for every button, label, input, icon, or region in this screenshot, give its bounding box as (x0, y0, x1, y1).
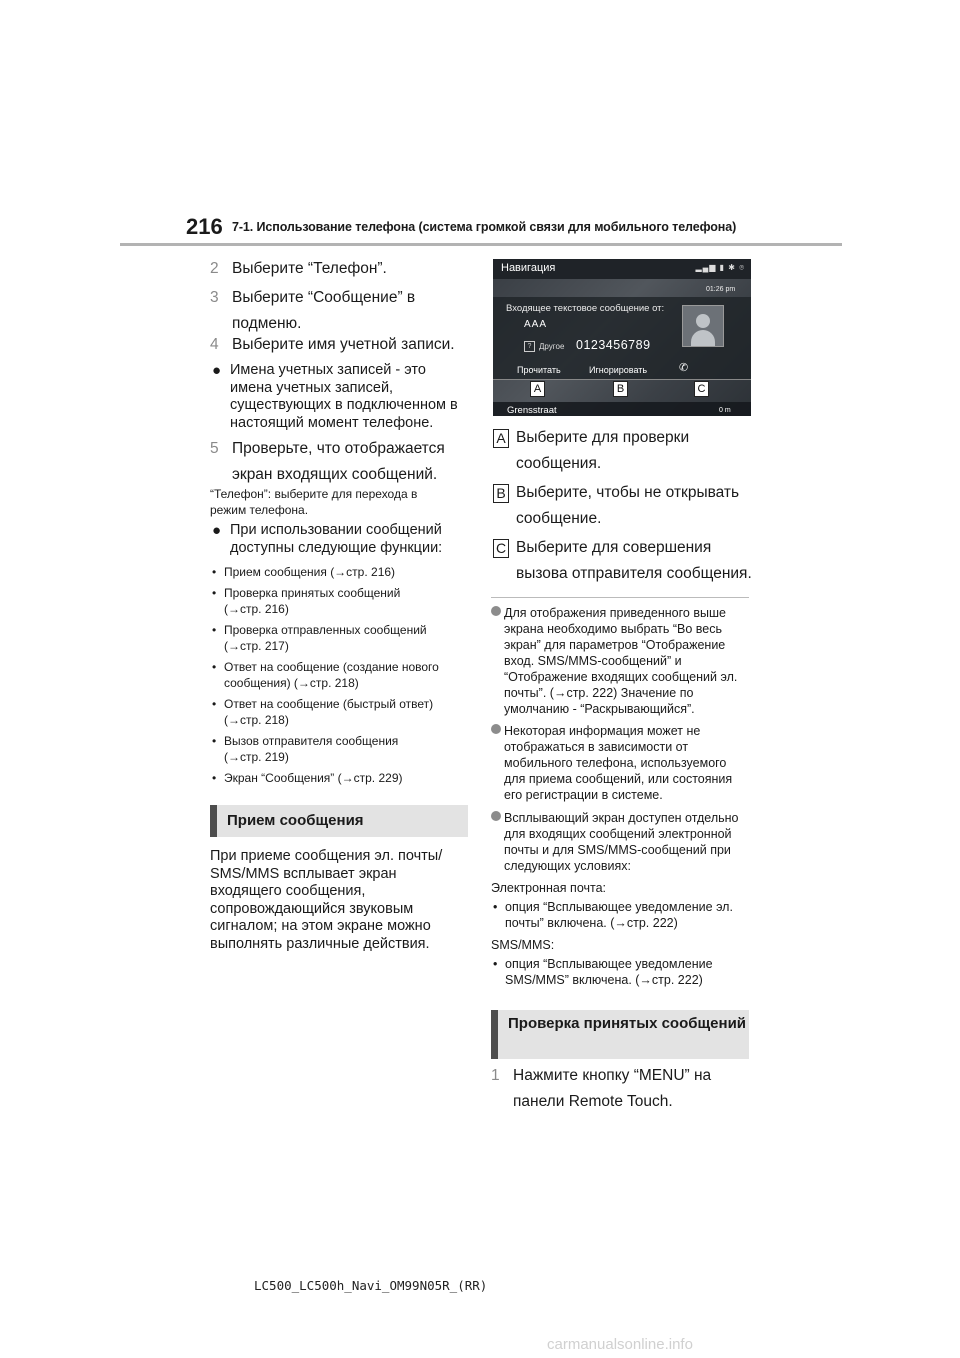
incoming-label: Входящее текстовое сообщение от: (506, 303, 665, 314)
read-button[interactable]: Прочитать (517, 365, 561, 375)
email-condition: • опция “Всплывающее уведомление эл. почты” включена. (→стр. 222) (493, 900, 733, 930)
step-2: 2 Выберите “Телефон”. (210, 260, 387, 277)
phone-number: 0123456789 (576, 338, 651, 352)
screen-title: Навигация (501, 262, 556, 274)
screen-time: 01:26 pm (706, 286, 736, 293)
sender-name: AAA (524, 319, 548, 330)
sms-condition: • опция “Всплывающее уведомление SMS/MMS” включена. (→стр. 222) (493, 957, 713, 987)
badge-b: B (493, 484, 509, 503)
document-code: LC500_LC500h_Navi_OM99N05R_(RR) (254, 1278, 488, 1293)
contact-avatar-icon (682, 305, 724, 347)
call-icon[interactable]: ✆ (679, 362, 689, 374)
function-item: • Ответ на сообщение (быстрый ответ) (→стр. 218) (212, 697, 434, 727)
item-a-text: Выберите для проверки сообщения. (516, 429, 690, 472)
item-b-text: Выберите, чтобы не открывать сообщение. (516, 484, 740, 527)
step-3: 3 Выберите “Сообщение” в подменю. (210, 289, 416, 332)
incoming-message-screen (493, 259, 751, 416)
function-item: • Проверка отправленных сообщений (→стр. 217) (212, 623, 427, 653)
badge-a: A (493, 429, 509, 448)
page-number: 216 (186, 214, 223, 239)
popup-divider (493, 379, 751, 380)
function-item: • Прием сообщения (→стр. 216) (212, 565, 396, 579)
email-label: Электронная почта: (491, 881, 607, 895)
receive-description: При приеме сообщения эл. почты/ SMS/MMS всплывает экран входящего сообщения, сопровождающийся звуковым сигналом; на этом экране можно выполнять различные действия. (210, 848, 443, 952)
phone-type-icon: ? (524, 341, 535, 352)
header-rule (120, 243, 842, 246)
function-item: • Экран “Сообщения” (→стр. 229) (212, 771, 403, 785)
bullet-account-names: ● Имена учетных записей - это имена учетных записей, существующих в подключенном в настоящий момент телефоне. (212, 362, 458, 431)
function-item: • Вызов отправителя сообщения (→стр. 219) (212, 734, 399, 764)
note-fullscreen: Для отображения приведенного выше экрана необходимо выбрать “Во весь экран” для параметров “Отображение вход. SMS/MMS-сообщений” и “Отображение входящих сообщений эл. почты”. (→стр. 222) Значение по умолчанию - “Раскрывающийся”. (491, 605, 749, 717)
watermark: carmanualsonline.info (547, 1336, 693, 1353)
bullet-functions: ● При использовании сообщений доступны следующие функции: (212, 522, 443, 556)
callout-b: B (613, 381, 628, 397)
signal-icon: ▂▄▆ ▮ ✱ ⌾ (695, 263, 745, 272)
function-item: • Ответ на сообщение (создание нового сообщения) (→стр. 218) (212, 660, 439, 690)
ignore-button[interactable]: Игнорировать (589, 365, 648, 375)
notes-divider (491, 597, 749, 598)
function-item: • Проверка принятых сообщений (→стр. 216) (212, 586, 401, 616)
phone-note: “Телефон”: выберите для перехода в режим телефона. (210, 487, 418, 517)
sms-label: SMS/MMS: (491, 938, 555, 952)
distance: 0 m (719, 407, 731, 414)
step-4: 4 Выберите имя учетной записи. (210, 336, 455, 353)
section-receive-message: Прием сообщения (210, 805, 468, 837)
item-c-text: Выберите для совершения вызова отправителя сообщения. (516, 539, 752, 582)
badge-c: C (493, 539, 509, 558)
street-name: Grensstraat (507, 405, 557, 416)
phone-type: Другое (539, 342, 565, 351)
step-1-menu: 1 Нажмите кнопку “MENU” на панели Remote Touch. (491, 1067, 712, 1110)
section-check-messages: Проверка принятых сообщений (491, 1010, 749, 1059)
step-5: 5 Проверьте, что отображается экран входящих сообщений. (210, 440, 445, 483)
callout-a: A (530, 381, 545, 397)
section-title: 7-1. Использование телефона (система громкой связи для мобильного телефона) (232, 220, 737, 234)
callout-c: C (694, 381, 709, 397)
note-popup: Всплывающий экран доступен отдельно для входящих сообщений электронной почты и для SMS/MMS-сообщений при следующих условиях: (491, 810, 749, 874)
note-info: Некоторая информация может не отображаться в зависимости от мобильного телефона, используемого для приема сообщений, или состояния его регистрации в системе. (491, 723, 749, 803)
